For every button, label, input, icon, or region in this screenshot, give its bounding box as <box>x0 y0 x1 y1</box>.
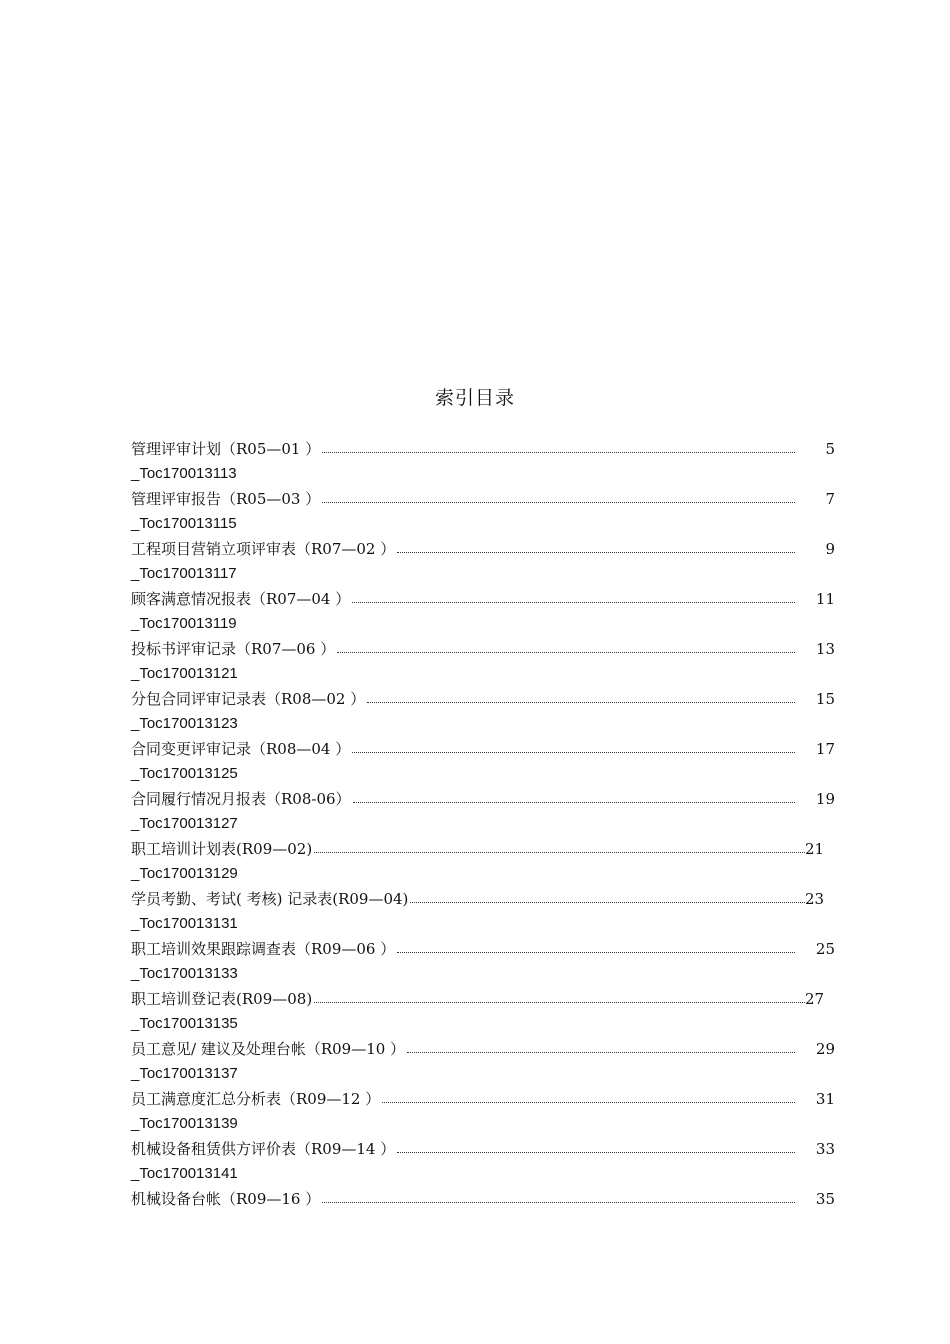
toc-entry-line[interactable] <box>131 686 837 711</box>
toc-dot-leader <box>352 736 795 761</box>
toc-entry-line[interactable] <box>131 1136 837 1161</box>
toc-bookmark-code: _Toc170013133 <box>131 965 238 982</box>
toc-entry-line[interactable] <box>131 1086 837 1111</box>
toc-entry[interactable] <box>131 836 837 886</box>
toc-entry-line[interactable] <box>131 886 837 911</box>
toc-dot-leader <box>407 1036 795 1061</box>
toc-bookmark-code: _Toc170013129 <box>131 865 238 882</box>
toc-entry-line[interactable] <box>131 486 837 511</box>
toc-entry-label[interactable]: 职工培训计划表(R09—02) <box>131 840 313 858</box>
toc-dot-leader <box>382 1086 795 1111</box>
toc-entry-page-number[interactable]: 19 <box>815 789 835 808</box>
toc-bookmark-code: _Toc170013117 <box>131 565 237 582</box>
toc-entry-line[interactable] <box>131 636 837 661</box>
toc-bookmark-code: _Toc170013127 <box>131 815 238 832</box>
toc-entry-page-number[interactable]: 27 <box>805 989 825 1008</box>
toc-entry-line[interactable] <box>131 536 837 561</box>
toc-bookmark-code: _Toc170013125 <box>131 765 238 782</box>
toc-entry[interactable] <box>131 936 837 986</box>
toc-entry-page-number[interactable]: 35 <box>815 1189 835 1208</box>
toc-entry-label[interactable]: 管理评审计划（R05—01 ） <box>131 440 321 458</box>
toc-entry-page-number[interactable]: 5 <box>825 439 835 458</box>
toc-bookmark-code: _Toc170013113 <box>131 465 237 482</box>
toc-entry[interactable] <box>131 736 837 786</box>
toc-entry-label[interactable]: 工程项目营销立项评审表（R07—02 ） <box>131 540 396 558</box>
toc-entry-label[interactable]: 合同变更评审记录（R08—04 ） <box>131 740 351 758</box>
toc-entry-line[interactable] <box>131 936 837 961</box>
toc-entry-line[interactable] <box>131 1186 837 1211</box>
toc-dot-leader <box>352 586 795 611</box>
toc-entry-page-number[interactable]: 31 <box>815 1089 835 1108</box>
toc-entry[interactable] <box>131 786 837 836</box>
toc-entry[interactable] <box>131 1136 837 1186</box>
toc-entry-line[interactable] <box>131 986 837 1011</box>
toc-dot-leader <box>322 486 795 511</box>
toc-entry-label[interactable]: 机械设备租赁供方评价表（R09—14 ） <box>131 1140 396 1158</box>
toc-entry[interactable] <box>131 1086 837 1136</box>
toc-entry-line[interactable] <box>131 836 837 861</box>
toc-entry[interactable] <box>131 1036 837 1086</box>
toc-bookmark-code: _Toc170013139 <box>131 1115 238 1132</box>
toc-entry-line[interactable] <box>131 736 837 761</box>
toc-entry-label[interactable]: 顾客满意情况报表（R07—04 ） <box>131 590 351 608</box>
toc-dot-leader <box>397 536 795 561</box>
toc-entry-label[interactable]: 员工满意度汇总分析表（R09—12 ） <box>131 1090 381 1108</box>
toc-bookmark-code: _Toc170013119 <box>131 615 237 632</box>
toc-bookmark-code: _Toc170013141 <box>131 1165 238 1182</box>
toc-bookmark-code: _Toc170013123 <box>131 715 238 732</box>
toc-entry-page-number[interactable]: 25 <box>815 939 835 958</box>
toc-entry[interactable] <box>131 586 837 636</box>
toc-entry[interactable] <box>131 1186 837 1236</box>
toc-list <box>131 436 837 1236</box>
toc-entry-page-number[interactable]: 11 <box>815 589 835 608</box>
toc-entry-page-number[interactable]: 23 <box>805 889 825 908</box>
toc-bookmark-code: _Toc170013131 <box>131 915 238 932</box>
toc-entry[interactable] <box>131 436 837 486</box>
toc-entry[interactable] <box>131 986 837 1036</box>
toc-entry-label[interactable]: 机械设备台帐（R09—16 ） <box>131 1190 321 1208</box>
toc-entry-label[interactable]: 合同履行情况月报表（R08-06） <box>131 790 351 808</box>
toc-entry-page-number[interactable]: 13 <box>815 639 835 658</box>
toc-entry-line[interactable] <box>131 786 837 811</box>
toc-entry-page-number[interactable]: 33 <box>815 1139 835 1158</box>
toc-entry-page-number[interactable]: 29 <box>815 1039 835 1058</box>
toc-dot-leader <box>322 436 795 461</box>
toc-bookmark-code: _Toc170013115 <box>131 515 237 532</box>
toc-dot-leader <box>397 1136 795 1161</box>
toc-title: 索引目录 <box>434 387 515 409</box>
toc-entry-label[interactable]: 员工意见/ 建议及处理台帐（R09—10 ） <box>131 1040 406 1058</box>
toc-entry-page-number[interactable]: 17 <box>815 739 835 758</box>
toc-entry[interactable] <box>131 886 837 936</box>
toc-entry-page-number[interactable]: 15 <box>815 689 835 708</box>
toc-entry[interactable] <box>131 636 837 686</box>
toc-entry[interactable] <box>131 486 837 536</box>
toc-dot-leader <box>397 936 795 961</box>
toc-entry-label[interactable]: 学员考勤、考试( 考核) 记录表(R09—04) <box>131 890 409 908</box>
toc-entry[interactable] <box>131 536 837 586</box>
toc-entry-page-number[interactable]: 21 <box>805 839 825 858</box>
toc-entry-line[interactable] <box>131 436 837 461</box>
toc-dot-leader <box>353 786 795 811</box>
toc-dot-leader <box>337 636 795 661</box>
toc-bookmark-code: _Toc170013121 <box>131 665 238 682</box>
toc-entry-label[interactable]: 管理评审报告（R05—03 ） <box>131 490 321 508</box>
toc-entry-label[interactable]: 职工培训效果跟踪调查表（R09—06 ） <box>131 940 396 958</box>
toc-dot-leader <box>314 986 805 1011</box>
toc-entry[interactable] <box>131 686 837 736</box>
toc-entry-line[interactable] <box>131 586 837 611</box>
toc-entry-page-number[interactable]: 9 <box>825 539 835 558</box>
toc-entry-page-number[interactable]: 7 <box>825 489 835 508</box>
toc-dot-leader <box>410 886 805 911</box>
toc-dot-leader <box>322 1186 795 1211</box>
toc-entry-label[interactable]: 职工培训登记表(R09—08) <box>131 990 313 1008</box>
toc-entry-line[interactable] <box>131 1036 837 1061</box>
toc-dot-leader <box>314 836 805 861</box>
toc-entry-label[interactable]: 投标书评审记录（R07—06 ） <box>131 640 336 658</box>
toc-dot-leader <box>367 686 795 711</box>
toc-bookmark-code: _Toc170013137 <box>131 1065 238 1082</box>
toc-entry-label[interactable]: 分包合同评审记录表（R08—02 ） <box>131 690 366 708</box>
toc-bookmark-code: _Toc170013135 <box>131 1015 238 1032</box>
